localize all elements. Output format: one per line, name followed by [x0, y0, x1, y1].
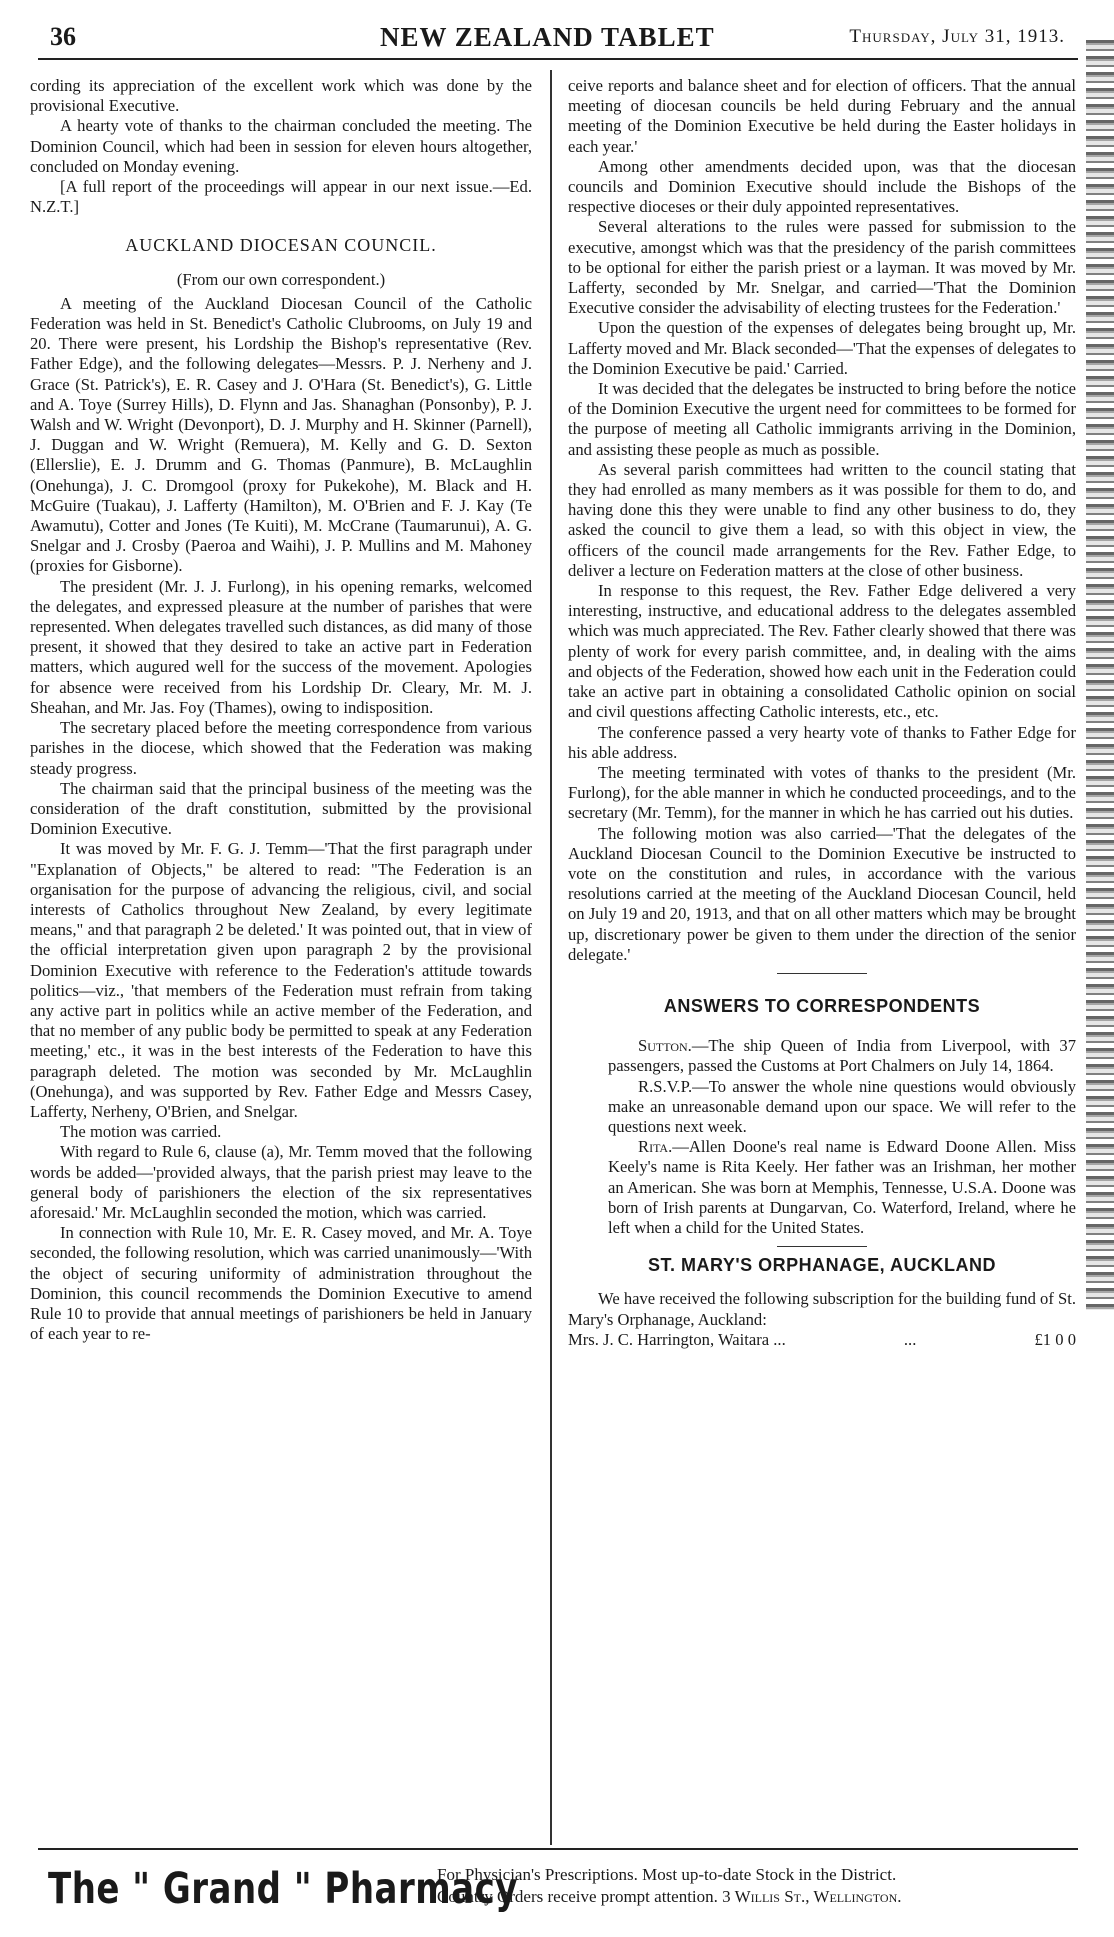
article-paragraph: Among other amendments decided upon, was that the diocesan councils and Dominion Executive should include the Bishops of the respective dioceses or their duly appointed representatives. — [568, 156, 1076, 217]
article-paragraph: Several alterations to the rules were passed for submission to the executive, amongst which was that the presidency of the parish committees to be optional for either the parish priest or a layman. It was moved by Mr. Lafferty, seconded by Mr. Snelgar, and carried—'That the Dominion Executive consider the advisability of electing trustees for the Federation.' — [568, 217, 1076, 318]
correspondent-name: Sutton. — [638, 1036, 692, 1056]
scan-edge-artifact — [1086, 40, 1114, 1310]
subscription-amount: £1 0 0 — [1034, 1329, 1076, 1349]
ad-line-1: For Physician's Prescriptions. Most up-to-date Stock in the District. — [437, 1865, 897, 1884]
article-paragraph: As several parish committees had written to the council stating that they had enrolled as many members as it was possible for them to do, and having done this they were unable to find any other business to do, they asked the council to give them a lead, so with this object in view, the officers of the council made arrangements for the Rev. Father Edge, to deliver a lecture on Federation matters at the close of other business. — [568, 459, 1076, 580]
page-header — [50, 22, 1075, 52]
left-column — [30, 76, 532, 1344]
section-title-auckland-council: AUCKLAND DIOCESAN COUNCIL. — [125, 235, 437, 256]
right-column — [568, 76, 1076, 1350]
article-paragraph: The chairman said that the principal business of the meeting was the consideration of the draft constitution, submitted by the provisional Dominion Executive. — [30, 778, 532, 839]
ad-brand-name: The " Grand " Pharmacy — [48, 1864, 518, 1914]
ad-orders-text: Country Orders receive prompt attention. — [437, 1887, 718, 1906]
section-divider — [777, 973, 867, 974]
header-rule — [38, 58, 1078, 60]
answer-text: —The ship Queen of India from Liverpool, with 37 passengers, passed the Customs at Port Chalmers on July 14, 1864. — [608, 1036, 1076, 1076]
ad-address: 3 Willis St., Wellington. — [722, 1887, 902, 1906]
article-paragraph: It was moved by Mr. F. G. J. Temm—'That the first paragraph under "Explanation of Objects," be altered to read: "The Federation is an organisation for the purpose of advancing the religious, civil, and social interests of Catholics throughout New Zealand, by every legitimate means," and that paragraph 2 be deleted.' It was pointed out, that in view of the official interpretation given upon paragraph 2 by the provisional Dominion Executive with reference to the Federation's attitude towards politics—viz., 'that members of the Federation must refrain from taking any active part in politics while an active member of the Federation, and that no member of any public body be permitted to speak at any Federation meeting,' etc., it was in the best interests of the Federation to have this paragraph deleted. The motion was seconded by Mr. McLaughlin (Onehunga), and was supported by Rev. Father Edge and Messrs Casey, Lafferty, Nerheny, O'Brien, and Snelgar. — [30, 839, 532, 1121]
article-paragraph: Upon the question of the expenses of delegates being brought up, Mr. Lafferty moved and Mr. Black seconded—'That the expenses of delegates to the Dominion Executive be paid.' Carried. — [568, 318, 1076, 378]
advertisement — [40, 1858, 1080, 1928]
subscription-donor: Mrs. J. C. Harrington, Waitara ... — [568, 1329, 786, 1349]
article-paragraph: The secretary placed before the meeting correspondence from various parishes in the diocese, which showed that the Federation was making steady progress. — [30, 718, 532, 778]
subscription-line — [568, 1330, 1076, 1350]
article-paragraph: In connection with Rule 10, Mr. E. R. Casey moved, and Mr. A. Toye seconded, the following resolution, which was carried unanimously—'With the object of securing uniformity of administration throughout the Dominion, this council recommends the Dominion Executive to amend Rule 10 to provide that annual meetings of parishioners be held in January of each year to re- — [30, 1223, 532, 1344]
answers-section-title: ANSWERS TO CORRESPONDENTS — [663, 995, 981, 1016]
intro-paragraph-2: A hearty vote of thanks to the chairman concluded the meeting. The Dominion Council, which had been in session for eleven hours altogether, concluded on Monday evening. — [30, 116, 532, 176]
ad-line-2 — [437, 1886, 1082, 1908]
answer-entry — [568, 1137, 1076, 1238]
footer-rule — [38, 1848, 1078, 1850]
article-paragraph: The conference passed a very hearty vote of thanks to Father Edge for his able address. — [568, 722, 1076, 762]
answer-text: —To answer the whole nine questions would obviously make an unreasonable demand upon our space. We will refer to the questions next week. — [608, 1076, 1076, 1136]
article-paragraph: In response to this request, the Rev. Father Edge delivered a very interesting, instructive, and educational address to the delegates assembled which was much appreciated. The Rev. Father clearly showed that there was plenty of work for every parish committee, and, in dealing with the aims and objects of the Federation, showed how each unit in the Federation could take an active part in obtaining a consolidated Catholic opinion on social and civil questions affecting Catholic interests, etc., etc. — [568, 581, 1076, 722]
ad-text — [437, 1864, 1082, 1908]
article-paragraph: The president (Mr. J. J. Furlong), in his opening remarks, welcomed the delegates, and expressed pleasure at the number of parishes that were represented. When delegates travelled such distances, as did many of those present, it showed that they desired to take an active part in Federation matters, which augured well for the success of the movement. Apologies for absence were received from his Lordship Dr. Cleary, Mr. M. J. Sheahan, and Mr. Jas. Foy (Thames), owing to indisposition. — [30, 576, 532, 717]
article-paragraph: A meeting of the Auckland Diocesan Council of the Catholic Federation was held in St. Benedict's Catholic Clubrooms, on July 19 and 20. There were present, his Lordship the Bishop's representative (Rev. Father Edge), and the following delegates—Messrs. P. J. Nerheny and J. Grace (St. Patrick's), E. R. Casey and J. O'Hara (St. Benedict's), G. Little and A. Toye (Surrey Hills), D. Flynn and Jas. Shanaghan (Ponsonby), P. J. Walsh and W. Wright (Devonport), D. J. Murphy and H. Skinner (Parnell), J. Duggan and W. Wright (Remuera), M. Kelly and G. D. Sexton (Ellerslie), E. J. Drumm and G. Thomas (Panmure), B. McLaughlin (Onehunga), J. C. Dromgool (proxy for Pukekohe), M. Black and H. McGuire (Tuakau), J. Lafferty (Hamilton), M. O'Brien and F. J. Kay (Te Awamutu), Cotter and Jones (Te Kuiti), M. McCrane (Taumarunui), A. G. Snelgar and J. Crosby (Paeroa and Waihi), J. P. Mullins and M. Mahoney (proxies for Gisborne). — [30, 293, 532, 576]
article-paragraph: The meeting terminated with votes of thanks to the president (Mr. Furlong), for the able manner in which he conducted proceedings, and to the secretary (Mr. Temm), for the manner in which he has carried out his duties. — [568, 762, 1076, 823]
correspondent-name: R.S.V.P. — [638, 1076, 693, 1096]
issue-date: Thursday, July 31, 1913. — [849, 26, 1065, 47]
editor-note: [A full report of the proceedings will appear in our next issue.—Ed. N.Z.T.] — [30, 177, 532, 217]
orphanage-section-title: ST. MARY'S ORPHANAGE, AUCKLAND — [648, 1255, 996, 1276]
answer-entry — [568, 1077, 1076, 1138]
column-divider — [550, 70, 552, 1845]
article-paragraph: With regard to Rule 6, clause (a), Mr. Temm moved that the following words be added—'provided always, that the parish priest may leave to the general body of parishioners the election of the six representatives aforesaid.' Mr. McLaughlin seconded the motion, which was carried. — [30, 1142, 532, 1222]
answer-text: —Allen Doone's real name is Edward Doone Allen. Miss Keely's name is Rita Keely. Her father was an Irishman, her mother an American. She was born at Memphis, Tennesse, U.S.A. Doone was born of Irish parents at Dungarvan, Co. Waterford, Ireland, where he left when a child for the United States. — [608, 1137, 1076, 1237]
article-paragraph: ceive reports and balance sheet and for election of officers. That the annual meeting of diocesan councils be held during February and the annual meeting of the Dominion Executive be held during the Easter holidays in each year.' — [568, 76, 1076, 156]
answer-entry — [568, 1036, 1076, 1076]
subscription-dots: ... — [903, 1329, 917, 1349]
article-paragraph: The following motion was also carried—'That the delegates of the Auckland Diocesan Council to the Dominion Executive be instructed to vote on the constitution and rules, in accordance with the various resolutions carried at the meeting of the Auckland Diocesan Council, held on July 19 and 20, 1913, and that on all other matters which may be brought up, discretionary power be given to them under the direction of the senior delegate.' — [568, 823, 1076, 964]
correspondent-name: Rita. — [638, 1137, 673, 1157]
section-subtitle: (From our own correspondent.) — [176, 269, 386, 289]
section-divider — [777, 1246, 867, 1247]
article-paragraph: The motion was carried. — [60, 1122, 222, 1142]
publication-title: NEW ZEALAND TABLET — [380, 22, 715, 52]
orphanage-text: We have received the following subscription for the building fund of St. Mary's Orphanage, Auckland: — [568, 1289, 1076, 1329]
article-paragraph: It was decided that the delegates be instructed to bring before the notice of the Dominion Executive the urgent need for committees to be formed for the purpose of meeting all Catholic immigrants arriving in the Dominion, and assisting these people as much as possible. — [568, 379, 1076, 459]
page-number: 36 — [50, 22, 76, 51]
intro-paragraph-1: cording its appreciation of the excellent work which was done by the provisional Executive. — [30, 76, 532, 116]
